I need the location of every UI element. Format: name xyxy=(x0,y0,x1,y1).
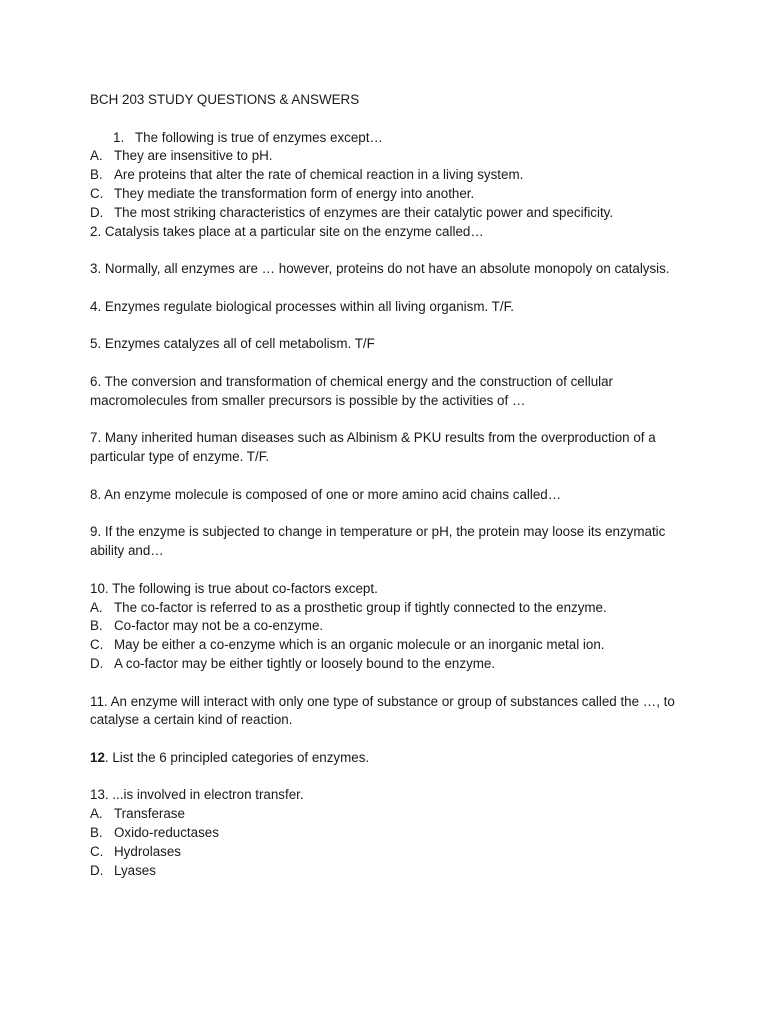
question-12-text: . List the 6 principled categories of enzymes. xyxy=(104,749,370,765)
option-item xyxy=(90,805,690,824)
option-letter: C. xyxy=(90,637,104,653)
option-item xyxy=(90,599,690,618)
option-letter: A. xyxy=(90,806,103,822)
question-1 xyxy=(90,129,690,223)
option-item xyxy=(90,147,690,166)
option-text: Lyases xyxy=(114,862,156,878)
question-10-options xyxy=(90,599,690,674)
question-7: 7. Many inherited human diseases such as Albinism & PKU results from the overproduction of a particular type of enzyme. T/F. xyxy=(90,430,656,465)
option-text: They are insensitive to pH. xyxy=(114,148,273,164)
option-item xyxy=(90,636,690,655)
document-page xyxy=(90,91,690,899)
question-1-number: 1. xyxy=(113,129,125,145)
option-letter: A. xyxy=(90,148,103,164)
question-11: 11. An enzyme will interact with only one type of substance or group of substances called the …, to catalyse a certain kind of reaction. xyxy=(90,693,675,728)
question-12-number: 12 xyxy=(90,749,105,765)
option-item xyxy=(90,824,690,843)
option-item xyxy=(90,185,690,204)
option-item xyxy=(90,617,690,636)
option-letter: C. xyxy=(90,185,104,201)
question-13 xyxy=(90,786,690,880)
option-letter: D. xyxy=(90,655,104,671)
question-2: 2. Catalysis takes place at a particular site on the enzyme called… xyxy=(90,223,484,239)
option-item xyxy=(90,655,690,674)
option-letter: D. xyxy=(90,862,104,878)
option-letter: C. xyxy=(90,843,104,859)
option-item xyxy=(90,843,690,862)
question-5: 5. Enzymes catalyzes all of cell metabolism. T/F xyxy=(90,336,375,352)
option-letter: B. xyxy=(90,825,103,841)
question-1-options xyxy=(90,147,690,222)
question-10-text: 10. The following is true about co-factors except. xyxy=(90,580,378,596)
option-text: Co-factor may not be a co-enzyme. xyxy=(114,618,324,634)
option-item xyxy=(90,204,690,223)
option-text: May be either a co-enzyme which is an organic molecule or an inorganic metal ion. xyxy=(114,637,605,653)
question-8: 8. An enzyme molecule is composed of one or more amino acid chains called… xyxy=(90,486,562,502)
question-10 xyxy=(90,580,690,674)
option-letter: B. xyxy=(90,167,103,183)
question-3: 3. Normally, all enzymes are … however, proteins do not have an absolute monopoly on catalysis. xyxy=(90,261,670,277)
option-text: A co-factor may be either tightly or loosely bound to the enzyme. xyxy=(114,655,496,671)
option-letter: A. xyxy=(90,599,103,615)
question-4: 4. Enzymes regulate biological processes within all living organism. T/F. xyxy=(90,298,514,314)
question-1-text: The following is true of enzymes except… xyxy=(135,129,383,145)
option-letter: D. xyxy=(90,204,104,220)
question-12 xyxy=(90,749,690,768)
option-item xyxy=(90,862,690,881)
option-item xyxy=(90,166,690,185)
question-13-text: 13. ...is involved in electron transfer. xyxy=(90,787,304,803)
question-13-options xyxy=(90,805,690,880)
option-text: Transferase xyxy=(114,806,185,822)
option-letter: B. xyxy=(90,618,103,634)
option-text: Oxido-reductases xyxy=(114,825,219,841)
option-text: They mediate the transformation form of energy into another. xyxy=(114,185,475,201)
document-title: BCH 203 STUDY QUESTIONS & ANSWERS xyxy=(90,92,360,107)
option-text: The most striking characteristics of enzymes are their catalytic power and specificity. xyxy=(114,204,614,220)
option-text: Are proteins that alter the rate of chemical reaction in a living system. xyxy=(114,167,524,183)
question-9: 9. If the enzyme is subjected to change in temperature or pH, the protein may loose its enzymatic ability and… xyxy=(90,524,666,559)
option-text: The co-factor is referred to as a prosthetic group if tightly connected to the enzyme. xyxy=(114,599,607,615)
option-text: Hydrolases xyxy=(114,843,181,859)
question-1-stem xyxy=(90,129,690,148)
question-6: 6. The conversion and transformation of chemical energy and the construction of cellular macromolecules from smaller precursors is possible by the activities of … xyxy=(90,373,614,408)
